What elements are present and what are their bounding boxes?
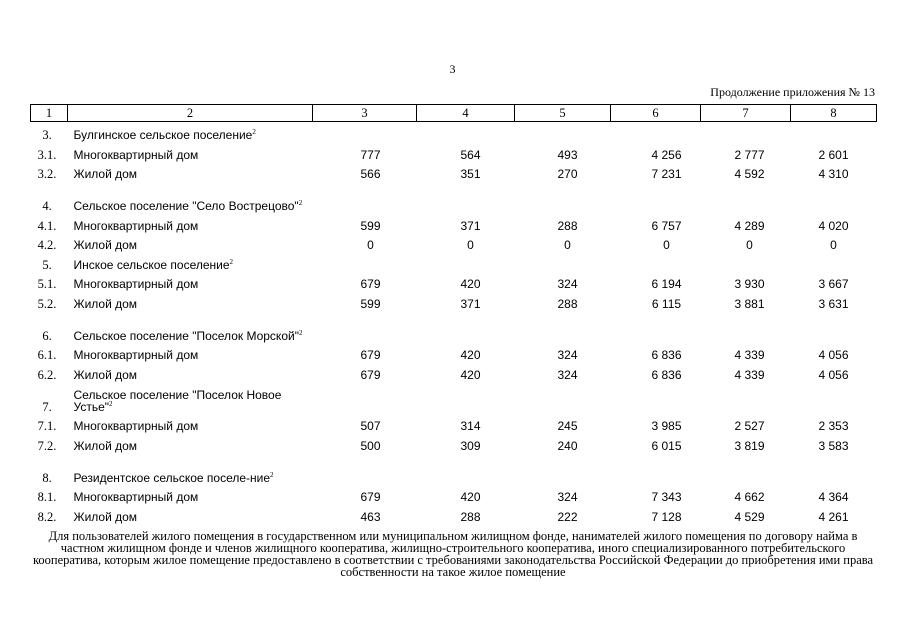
value-cell-col-4: 371 xyxy=(460,218,481,233)
value-cell-col-8: 4 261 xyxy=(818,509,849,524)
value-cell-col-6: 4 256 xyxy=(651,147,682,162)
row-number: 8.1. xyxy=(37,490,57,504)
row-name-text: Многоквартирный дом xyxy=(73,348,199,362)
value-cell-col-5: 222 xyxy=(557,509,578,524)
footnote-reference: 2 xyxy=(109,399,113,408)
header-cell: 3 xyxy=(313,105,417,122)
section-row xyxy=(31,310,877,342)
value-cell-col-3: 507 xyxy=(360,419,381,433)
value-cell-col-4 xyxy=(417,180,515,212)
value-cell-col-8: 4 056 xyxy=(818,367,849,382)
value-cell-col-7: 4 339 xyxy=(734,367,765,382)
value-cell-col-3 xyxy=(313,310,417,342)
header-cell: 5 xyxy=(515,105,611,122)
row-number: 6.1. xyxy=(37,348,57,362)
section-row xyxy=(31,251,877,271)
value-cell-col-6: 7 128 xyxy=(651,509,682,524)
row-name-text: Многоквартирный дом xyxy=(73,419,199,433)
row-name-text: Многоквартирный дом xyxy=(73,277,199,291)
value-cell-col-7: 3 819 xyxy=(734,438,765,453)
value-cell-col-4: 351 xyxy=(460,167,481,181)
row-name xyxy=(68,271,313,291)
value-cell-col-4: 0 xyxy=(467,238,474,252)
row-number: 4.1. xyxy=(37,218,57,233)
value-cell-col-7: 4 289 xyxy=(734,218,765,233)
row-name-text: Жилой дом xyxy=(73,167,138,181)
value-cell-col-8 xyxy=(791,381,877,413)
footnote-reference: 2 xyxy=(229,257,234,266)
value-cell-col-5: 245 xyxy=(557,419,578,433)
footnote-reference: 2 xyxy=(252,127,256,136)
value-cell-col-6: 7 343 xyxy=(651,490,682,504)
value-cell-col-6 xyxy=(611,251,701,271)
row-number: 7.2. xyxy=(37,438,57,453)
value-cell-col-5 xyxy=(515,251,611,271)
row-number: 8. xyxy=(42,470,52,485)
header-cell: 8 xyxy=(791,105,877,122)
value-cell-col-5 xyxy=(515,310,611,342)
row-name-text: Жилой дом xyxy=(73,296,138,311)
table-row xyxy=(31,503,877,523)
row-number: 8.2. xyxy=(37,509,57,524)
section-row xyxy=(31,452,877,484)
row-number: 4. xyxy=(42,199,52,213)
value-cell-col-7 xyxy=(701,122,791,142)
table-row xyxy=(31,271,877,291)
row-name xyxy=(68,122,313,142)
header-cell: 4 xyxy=(417,105,515,122)
value-cell-col-6 xyxy=(611,180,701,212)
row-name-text: Сельское поселение "Поселок Новое Устье" xyxy=(73,387,282,414)
value-cell-col-7 xyxy=(701,452,791,484)
value-cell-col-8 xyxy=(791,251,877,271)
value-cell-col-3: 777 xyxy=(360,147,381,162)
footnote-reference: 2 xyxy=(298,198,303,207)
table-row xyxy=(31,342,877,362)
value-cell-col-5: 493 xyxy=(557,147,578,162)
value-cell-col-8: 4 364 xyxy=(818,490,849,504)
row-name xyxy=(68,251,313,271)
row-name-text: Многоквартирный дом xyxy=(73,490,199,504)
value-cell-col-7 xyxy=(701,310,791,342)
row-number: 6.2. xyxy=(37,367,57,382)
tariff-table xyxy=(30,104,877,523)
value-cell-col-7 xyxy=(701,180,791,212)
value-cell-col-8: 3 667 xyxy=(818,277,849,291)
row-name xyxy=(68,212,313,232)
table-row xyxy=(31,484,877,504)
value-cell-col-5 xyxy=(515,180,611,212)
value-cell-col-5: 288 xyxy=(557,296,578,311)
table-row xyxy=(31,212,877,232)
table-body xyxy=(31,122,877,523)
value-cell-col-5: 240 xyxy=(557,438,578,453)
value-cell-col-7: 4 339 xyxy=(734,348,765,362)
value-cell-col-4: 420 xyxy=(460,490,481,504)
section-row xyxy=(31,122,877,142)
value-cell-col-8: 2 601 xyxy=(818,147,849,162)
row-name xyxy=(68,290,313,310)
row-number: 3.2. xyxy=(37,167,57,181)
continuation-note: Продолжение приложения № 13 xyxy=(710,85,875,99)
row-number: 7.1. xyxy=(37,419,57,433)
value-cell-col-6: 6 015 xyxy=(651,438,682,453)
value-cell-col-8: 2 353 xyxy=(818,419,849,433)
row-name-text: Жилой дом xyxy=(73,509,138,524)
value-cell-col-3: 679 xyxy=(360,490,381,504)
value-cell-col-7: 2 527 xyxy=(734,419,765,433)
value-cell-col-7 xyxy=(701,251,791,271)
row-name-text: Булгинское сельское поселение xyxy=(73,128,253,142)
value-cell-col-6 xyxy=(611,452,701,484)
value-cell-col-4: 288 xyxy=(460,509,481,524)
value-cell-col-6 xyxy=(611,381,701,413)
value-cell-col-3: 599 xyxy=(360,218,381,233)
row-name xyxy=(68,432,313,452)
header-cell: 2 xyxy=(68,105,313,122)
row-name-text: Инское сельское поселение xyxy=(73,257,230,272)
table-row xyxy=(31,141,877,161)
row-name xyxy=(68,413,313,433)
value-cell-col-5: 324 xyxy=(557,367,578,382)
row-number: 5. xyxy=(42,257,52,272)
value-cell-col-6: 6 194 xyxy=(651,277,682,291)
row-number: 4.2. xyxy=(37,238,57,252)
row-name-text: Многоквартирный дом xyxy=(73,147,199,162)
table-row xyxy=(31,413,877,433)
row-name xyxy=(68,484,313,504)
row-name xyxy=(68,141,313,161)
value-cell-col-8: 4 056 xyxy=(818,348,849,362)
row-name xyxy=(68,310,313,342)
value-cell-col-3 xyxy=(313,452,417,484)
value-cell-col-4 xyxy=(417,251,515,271)
row-name xyxy=(68,361,313,381)
value-cell-col-6: 7 231 xyxy=(651,167,682,181)
value-cell-col-8 xyxy=(791,310,877,342)
value-cell-col-8 xyxy=(791,180,877,212)
header-cell: 6 xyxy=(611,105,701,122)
value-cell-col-6: 6 836 xyxy=(651,348,682,362)
value-cell-col-8: 4 020 xyxy=(818,218,849,233)
value-cell-col-3: 599 xyxy=(360,296,381,311)
row-name xyxy=(68,342,313,362)
value-cell-col-4 xyxy=(417,310,515,342)
table-header-row xyxy=(31,105,877,122)
row-name-text: Жилой дом xyxy=(73,438,138,453)
table-row xyxy=(31,432,877,452)
value-cell-col-7: 3 930 xyxy=(734,277,765,291)
value-cell-col-5 xyxy=(515,122,611,142)
value-cell-col-4: 420 xyxy=(460,277,481,291)
row-name xyxy=(68,503,313,523)
value-cell-col-5 xyxy=(515,381,611,413)
value-cell-col-6: 0 xyxy=(663,238,670,252)
row-name xyxy=(68,452,313,484)
value-cell-col-6 xyxy=(611,310,701,342)
value-cell-col-3: 463 xyxy=(360,509,381,524)
value-cell-col-8: 4 310 xyxy=(818,167,849,181)
value-cell-col-7: 3 881 xyxy=(734,296,765,311)
table-row xyxy=(31,361,877,381)
value-cell-col-3 xyxy=(313,251,417,271)
value-cell-col-4: 564 xyxy=(460,147,481,162)
value-cell-col-3: 679 xyxy=(360,277,381,291)
value-cell-col-8 xyxy=(791,122,877,142)
value-cell-col-5: 324 xyxy=(557,490,578,504)
value-cell-col-3 xyxy=(313,381,417,413)
value-cell-col-6: 3 985 xyxy=(651,419,682,433)
value-cell-col-4 xyxy=(417,122,515,142)
value-cell-col-3: 566 xyxy=(360,167,381,181)
value-cell-col-4: 420 xyxy=(460,367,481,382)
value-cell-col-7: 2 777 xyxy=(734,147,765,162)
header-cell: 1 xyxy=(31,105,68,122)
row-number: 7. xyxy=(42,399,52,414)
value-cell-col-7: 0 xyxy=(746,238,753,252)
value-cell-col-5: 324 xyxy=(557,348,578,362)
row-name xyxy=(68,232,313,252)
table-row xyxy=(31,161,877,181)
table-row xyxy=(31,290,877,310)
value-cell-col-4 xyxy=(417,452,515,484)
row-name-text: Жилой дом xyxy=(73,238,138,252)
value-cell-col-5: 270 xyxy=(557,167,578,181)
table-row xyxy=(31,232,877,252)
row-name xyxy=(68,381,313,413)
row-number: 5.1. xyxy=(37,277,57,291)
value-cell-col-6 xyxy=(611,122,701,142)
value-cell-col-5: 0 xyxy=(564,238,571,252)
value-cell-col-4 xyxy=(417,381,515,413)
value-cell-col-6: 6 115 xyxy=(651,296,682,311)
value-cell-col-4: 314 xyxy=(460,419,481,433)
footnote-reference: 2 xyxy=(270,470,274,479)
value-cell-col-6: 6 757 xyxy=(651,218,682,233)
row-name-text: Жилой дом xyxy=(73,367,138,382)
value-cell-col-4: 420 xyxy=(460,348,481,362)
row-number: 5.2. xyxy=(37,296,57,311)
value-cell-col-3: 500 xyxy=(360,438,381,453)
value-cell-col-3 xyxy=(313,122,417,142)
header-cell: 7 xyxy=(701,105,791,122)
value-cell-col-8 xyxy=(791,452,877,484)
value-cell-col-3 xyxy=(313,180,417,212)
value-cell-col-7: 4 529 xyxy=(734,509,765,524)
footnote-reference: 2 xyxy=(298,328,303,337)
value-cell-col-5: 324 xyxy=(557,277,578,291)
row-name-text: Сельское поселение "Село Вострецово" xyxy=(73,199,299,213)
footnote: Для пользователей жилого помещения в государственном или муниципальном жилищном фонде, нанимателей жилого помещения по договору найма в частном жилищном фонде и членов жилищного кооператива, жилищно-строительного кооператива, иного специализированного потребительского кооператива, которым жилое помещение предоставлено в соответствии с требованиями законодательства Российской Федерации до приобретения ими права собственности на такое жилое помещение xyxy=(32,529,874,579)
value-cell-col-7 xyxy=(701,381,791,413)
row-number: 6. xyxy=(42,328,52,343)
value-cell-col-3: 679 xyxy=(360,367,381,382)
value-cell-col-7: 4 592 xyxy=(734,167,765,181)
value-cell-col-4: 309 xyxy=(460,438,481,453)
row-name-text: Резидентское сельское поселе-ние xyxy=(73,470,271,485)
value-cell-col-8: 3 631 xyxy=(818,296,849,311)
value-cell-col-5: 288 xyxy=(557,218,578,233)
value-cell-col-6: 6 836 xyxy=(651,367,682,382)
value-cell-col-7: 4 662 xyxy=(734,490,765,504)
value-cell-col-4: 371 xyxy=(460,296,481,311)
section-row xyxy=(31,180,877,212)
value-cell-col-8: 0 xyxy=(830,238,837,252)
value-cell-col-3: 0 xyxy=(367,238,374,252)
row-name-text: Многоквартирный дом xyxy=(73,218,199,233)
row-name xyxy=(68,161,313,181)
value-cell-col-3: 679 xyxy=(360,348,381,362)
row-number: 3.1. xyxy=(37,147,57,162)
value-cell-col-8: 3 583 xyxy=(818,438,849,453)
row-name xyxy=(68,180,313,212)
section-row xyxy=(31,381,877,413)
row-name-text: Сельское поселение "Поселок Морской" xyxy=(73,328,299,343)
value-cell-col-5 xyxy=(515,452,611,484)
row-number: 3. xyxy=(42,128,52,142)
page-number: 3 xyxy=(449,62,456,76)
